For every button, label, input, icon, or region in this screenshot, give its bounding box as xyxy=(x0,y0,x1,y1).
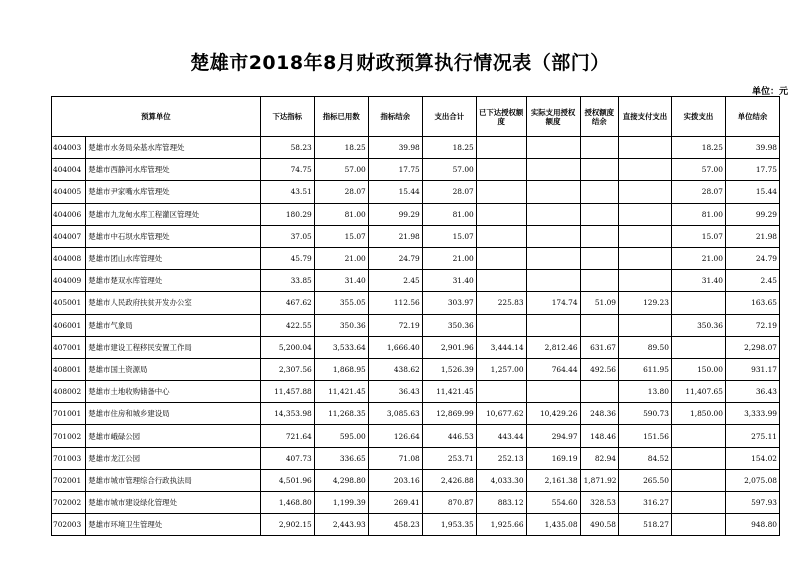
value-cell: 518.27 xyxy=(619,514,672,536)
value-cell: 350.36 xyxy=(422,314,476,336)
value-cell: 57.00 xyxy=(314,159,368,181)
value-cell: 99.29 xyxy=(725,203,779,225)
value-cell: 2,901.96 xyxy=(422,336,476,358)
value-cell: 33.85 xyxy=(260,270,314,292)
value-cell: 174.74 xyxy=(526,292,580,314)
value-cell: 51.09 xyxy=(580,292,618,314)
header-authorized-balance: 授权额度结余 xyxy=(580,97,618,137)
value-cell: 492.56 xyxy=(580,358,618,380)
value-cell: 82.94 xyxy=(580,447,618,469)
unit-code-cell: 701003 xyxy=(52,447,86,469)
value-cell: 28.07 xyxy=(422,181,476,203)
unit-code-cell: 407001 xyxy=(52,336,86,358)
value-cell xyxy=(476,381,526,403)
unit-code-cell: 405001 xyxy=(52,292,86,314)
header-authorized-amount: 已下达授权额度 xyxy=(476,97,526,137)
table-row xyxy=(52,336,780,358)
value-cell: 21.00 xyxy=(314,247,368,269)
value-cell: 31.40 xyxy=(314,270,368,292)
value-cell: 72.19 xyxy=(725,314,779,336)
unit-code-cell: 404009 xyxy=(52,270,86,292)
unit-name-cell: 楚雄市人民政府扶贫开发办公室 xyxy=(86,292,260,314)
value-cell: 81.00 xyxy=(671,203,725,225)
value-cell: 2,902.15 xyxy=(260,514,314,536)
value-cell xyxy=(580,247,618,269)
value-cell xyxy=(619,314,672,336)
value-cell xyxy=(671,447,725,469)
value-cell: 45.79 xyxy=(260,247,314,269)
unit-code-cell: 404008 xyxy=(52,247,86,269)
value-cell: 11,268.35 xyxy=(314,403,368,425)
value-cell: 1,850.00 xyxy=(671,403,725,425)
value-cell: 57.00 xyxy=(671,159,725,181)
value-cell: 37.05 xyxy=(260,225,314,247)
value-cell: 248.36 xyxy=(580,403,618,425)
value-cell xyxy=(476,270,526,292)
value-cell: 150.00 xyxy=(671,358,725,380)
value-cell: 328.53 xyxy=(580,492,618,514)
header-issued-quota: 下达指标 xyxy=(260,97,314,137)
value-cell: 1,871.92 xyxy=(580,469,618,491)
value-cell xyxy=(580,381,618,403)
value-cell: 18.25 xyxy=(314,137,368,159)
value-cell: 1,526.39 xyxy=(422,358,476,380)
value-cell xyxy=(671,336,725,358)
value-cell: 15.07 xyxy=(671,225,725,247)
value-cell: 129.23 xyxy=(619,292,672,314)
value-cell: 597.93 xyxy=(725,492,779,514)
header-quota-used: 指标已用数 xyxy=(314,97,368,137)
value-cell: 252.13 xyxy=(476,447,526,469)
value-cell: 4,033.30 xyxy=(476,469,526,491)
value-cell: 36.43 xyxy=(725,381,779,403)
unit-name-cell: 楚雄市九龙甸水库工程灌区管理处 xyxy=(86,203,260,225)
value-cell: 11,457.88 xyxy=(260,381,314,403)
value-cell xyxy=(526,381,580,403)
value-cell: 14,353.98 xyxy=(260,403,314,425)
value-cell: 71.08 xyxy=(368,447,422,469)
value-cell xyxy=(526,159,580,181)
value-cell xyxy=(526,181,580,203)
value-cell: 126.64 xyxy=(368,425,422,447)
value-cell: 99.29 xyxy=(368,203,422,225)
value-cell: 490.58 xyxy=(580,514,618,536)
unit-code-cell: 702001 xyxy=(52,469,86,491)
value-cell: 721.64 xyxy=(260,425,314,447)
value-cell: 316.27 xyxy=(619,492,672,514)
value-cell xyxy=(619,203,672,225)
unit-name-cell: 楚雄市西静河水库管理处 xyxy=(86,159,260,181)
value-cell: 15.44 xyxy=(368,181,422,203)
value-cell xyxy=(526,225,580,247)
value-cell: 3,444.14 xyxy=(476,336,526,358)
value-cell: 438.62 xyxy=(368,358,422,380)
header-budget-unit: 预算单位 xyxy=(52,97,261,137)
unit-code-cell: 702003 xyxy=(52,514,86,536)
value-cell: 275.11 xyxy=(725,425,779,447)
unit-name-cell: 楚雄市环境卫生管理处 xyxy=(86,514,260,536)
value-cell xyxy=(476,159,526,181)
budget-table xyxy=(51,96,780,536)
value-cell: 10,677.62 xyxy=(476,403,526,425)
value-cell: 631.67 xyxy=(580,336,618,358)
value-cell xyxy=(671,469,725,491)
value-cell: 350.36 xyxy=(314,314,368,336)
value-cell: 554.60 xyxy=(526,492,580,514)
header-authorized-used: 实际支用授权额度 xyxy=(526,97,580,137)
value-cell: 948.80 xyxy=(725,514,779,536)
value-cell xyxy=(526,137,580,159)
unit-name-cell: 楚雄市龙江公园 xyxy=(86,447,260,469)
table-row xyxy=(52,469,780,491)
header-actual-allocation: 实拨支出 xyxy=(671,97,725,137)
value-cell: 21.00 xyxy=(422,247,476,269)
value-cell: 84.52 xyxy=(619,447,672,469)
value-cell: 2,426.88 xyxy=(422,469,476,491)
value-cell: 57.00 xyxy=(422,159,476,181)
unit-name-cell: 楚雄市城市管理综合行政执法局 xyxy=(86,469,260,491)
table-row xyxy=(52,492,780,514)
value-cell xyxy=(580,181,618,203)
value-cell: 407.73 xyxy=(260,447,314,469)
value-cell: 31.40 xyxy=(671,270,725,292)
value-cell: 303.97 xyxy=(422,292,476,314)
value-cell xyxy=(619,225,672,247)
unit-name-cell: 楚雄市水务局朵基水库管理处 xyxy=(86,137,260,159)
value-cell: 21.98 xyxy=(368,225,422,247)
value-cell xyxy=(671,425,725,447)
unit-name-cell: 楚雄市楚双水库管理处 xyxy=(86,270,260,292)
value-cell: 39.98 xyxy=(725,137,779,159)
value-cell xyxy=(671,514,725,536)
value-cell: 595.00 xyxy=(314,425,368,447)
unit-code-cell: 404007 xyxy=(52,225,86,247)
value-cell: 5,200.04 xyxy=(260,336,314,358)
unit-name-cell: 楚雄市中石坝水库管理处 xyxy=(86,225,260,247)
value-cell: 3,085.63 xyxy=(368,403,422,425)
value-cell: 81.00 xyxy=(314,203,368,225)
value-cell: 294.97 xyxy=(526,425,580,447)
unit-name-cell: 楚雄市国土资源局 xyxy=(86,358,260,380)
value-cell: 446.53 xyxy=(422,425,476,447)
header-unit-balance: 单位结余 xyxy=(725,97,779,137)
value-cell xyxy=(580,203,618,225)
value-cell xyxy=(619,137,672,159)
value-cell: 253.71 xyxy=(422,447,476,469)
value-cell xyxy=(619,270,672,292)
unit-code-cell: 702002 xyxy=(52,492,86,514)
value-cell xyxy=(476,181,526,203)
value-cell: 17.75 xyxy=(725,159,779,181)
table-row xyxy=(52,425,780,447)
value-cell: 4,501.96 xyxy=(260,469,314,491)
value-cell: 18.25 xyxy=(671,137,725,159)
table-row xyxy=(52,181,780,203)
value-cell xyxy=(580,159,618,181)
table-row xyxy=(52,447,780,469)
value-cell: 1,435.08 xyxy=(526,514,580,536)
value-cell: 458.23 xyxy=(368,514,422,536)
value-cell xyxy=(580,137,618,159)
unit-name-cell: 楚雄市建设工程移民安置工作局 xyxy=(86,336,260,358)
unit-code-cell: 404004 xyxy=(52,159,86,181)
table-row xyxy=(52,159,780,181)
value-cell: 611.95 xyxy=(619,358,672,380)
header-direct-payment: 直接支付支出 xyxy=(619,97,672,137)
value-cell: 74.75 xyxy=(260,159,314,181)
value-cell: 422.55 xyxy=(260,314,314,336)
value-cell: 3,333.99 xyxy=(725,403,779,425)
value-cell: 350.36 xyxy=(671,314,725,336)
value-cell: 883.12 xyxy=(476,492,526,514)
value-cell: 163.65 xyxy=(725,292,779,314)
value-cell xyxy=(526,247,580,269)
value-cell: 36.43 xyxy=(368,381,422,403)
value-cell xyxy=(526,314,580,336)
value-cell: 31.40 xyxy=(422,270,476,292)
value-cell xyxy=(619,247,672,269)
value-cell: 154.02 xyxy=(725,447,779,469)
unit-code-cell: 408001 xyxy=(52,358,86,380)
unit-name-cell: 楚雄市土地收购储备中心 xyxy=(86,381,260,403)
table-row xyxy=(52,225,780,247)
value-cell: 355.05 xyxy=(314,292,368,314)
value-cell: 225.83 xyxy=(476,292,526,314)
page-title: 楚雄市2018年8月财政预算执行情况表（部门） xyxy=(190,52,610,74)
value-cell: 21.00 xyxy=(671,247,725,269)
value-cell xyxy=(476,247,526,269)
value-cell: 89.50 xyxy=(619,336,672,358)
value-cell: 2,075.08 xyxy=(725,469,779,491)
value-cell: 265.50 xyxy=(619,469,672,491)
unit-code-cell: 701002 xyxy=(52,425,86,447)
value-cell: 1,199.39 xyxy=(314,492,368,514)
table-row xyxy=(52,270,780,292)
unit-name-cell: 楚雄市峨碌公园 xyxy=(86,425,260,447)
value-cell: 764.44 xyxy=(526,358,580,380)
value-cell: 443.44 xyxy=(476,425,526,447)
value-cell: 13.80 xyxy=(619,381,672,403)
value-cell: 72.19 xyxy=(368,314,422,336)
value-cell: 148.46 xyxy=(580,425,618,447)
value-cell: 15.44 xyxy=(725,181,779,203)
value-cell: 1,953.35 xyxy=(422,514,476,536)
value-cell xyxy=(580,225,618,247)
value-cell: 58.23 xyxy=(260,137,314,159)
value-cell: 269.41 xyxy=(368,492,422,514)
value-cell: 39.98 xyxy=(368,137,422,159)
value-cell: 3,533.64 xyxy=(314,336,368,358)
value-cell: 1,666.40 xyxy=(368,336,422,358)
value-cell: 1,468.80 xyxy=(260,492,314,514)
header-row xyxy=(52,97,780,137)
unit-code-cell: 404003 xyxy=(52,137,86,159)
value-cell: 2,812.46 xyxy=(526,336,580,358)
value-cell: 112.56 xyxy=(368,292,422,314)
table-row xyxy=(52,381,780,403)
value-cell: 2.45 xyxy=(368,270,422,292)
unit-label: 单位：元 xyxy=(751,87,788,97)
table-row xyxy=(52,137,780,159)
value-cell: 1,257.00 xyxy=(476,358,526,380)
value-cell: 180.29 xyxy=(260,203,314,225)
value-cell: 2,443.93 xyxy=(314,514,368,536)
value-cell: 24.79 xyxy=(725,247,779,269)
value-cell: 870.87 xyxy=(422,492,476,514)
value-cell: 2.45 xyxy=(725,270,779,292)
value-cell: 28.07 xyxy=(314,181,368,203)
value-cell: 21.98 xyxy=(725,225,779,247)
unit-code-cell: 404005 xyxy=(52,181,86,203)
value-cell xyxy=(580,314,618,336)
value-cell: 203.16 xyxy=(368,469,422,491)
value-cell: 336.65 xyxy=(314,447,368,469)
value-cell: 18.25 xyxy=(422,137,476,159)
value-cell xyxy=(526,203,580,225)
value-cell: 1,868.95 xyxy=(314,358,368,380)
value-cell xyxy=(619,181,672,203)
value-cell: 11,407.65 xyxy=(671,381,725,403)
unit-name-cell: 楚雄市尹家嘴水库管理处 xyxy=(86,181,260,203)
value-cell: 2,307.56 xyxy=(260,358,314,380)
value-cell: 467.62 xyxy=(260,292,314,314)
value-cell: 151.56 xyxy=(619,425,672,447)
value-cell xyxy=(476,225,526,247)
table-body xyxy=(52,137,780,536)
table-row xyxy=(52,247,780,269)
value-cell: 4,298.80 xyxy=(314,469,368,491)
value-cell xyxy=(580,270,618,292)
unit-code-cell: 406001 xyxy=(52,314,86,336)
value-cell: 15.07 xyxy=(422,225,476,247)
table-row xyxy=(52,403,780,425)
unit-name-cell: 楚雄市城市建设绿化管理处 xyxy=(86,492,260,514)
header-quota-balance: 指标结余 xyxy=(368,97,422,137)
unit-code-cell: 404006 xyxy=(52,203,86,225)
value-cell: 1,925.66 xyxy=(476,514,526,536)
value-cell: 28.07 xyxy=(671,181,725,203)
value-cell: 81.00 xyxy=(422,203,476,225)
unit-code-cell: 701001 xyxy=(52,403,86,425)
table-row xyxy=(52,203,780,225)
value-cell xyxy=(619,159,672,181)
table-row xyxy=(52,358,780,380)
value-cell: 17.75 xyxy=(368,159,422,181)
value-cell: 590.73 xyxy=(619,403,672,425)
value-cell xyxy=(671,292,725,314)
value-cell: 931.17 xyxy=(725,358,779,380)
unit-name-cell: 楚雄市团山水库管理处 xyxy=(86,247,260,269)
value-cell: 169.19 xyxy=(526,447,580,469)
table-row xyxy=(52,292,780,314)
value-cell: 10,429.26 xyxy=(526,403,580,425)
value-cell: 12,869.99 xyxy=(422,403,476,425)
value-cell: 24.79 xyxy=(368,247,422,269)
value-cell: 2,161.38 xyxy=(526,469,580,491)
value-cell: 43.51 xyxy=(260,181,314,203)
unit-name-cell: 楚雄市住房和城乡建设局 xyxy=(86,403,260,425)
unit-code-cell: 408002 xyxy=(52,381,86,403)
value-cell: 15.07 xyxy=(314,225,368,247)
value-cell: 11,421.45 xyxy=(422,381,476,403)
table-row xyxy=(52,314,780,336)
value-cell xyxy=(671,492,725,514)
table-row xyxy=(52,514,780,536)
value-cell: 11,421.45 xyxy=(314,381,368,403)
value-cell: 2,298.07 xyxy=(725,336,779,358)
value-cell xyxy=(476,203,526,225)
unit-name-cell: 楚雄市气象局 xyxy=(86,314,260,336)
header-total-expenditure: 支出合计 xyxy=(422,97,476,137)
value-cell xyxy=(476,314,526,336)
value-cell xyxy=(476,137,526,159)
value-cell xyxy=(526,270,580,292)
